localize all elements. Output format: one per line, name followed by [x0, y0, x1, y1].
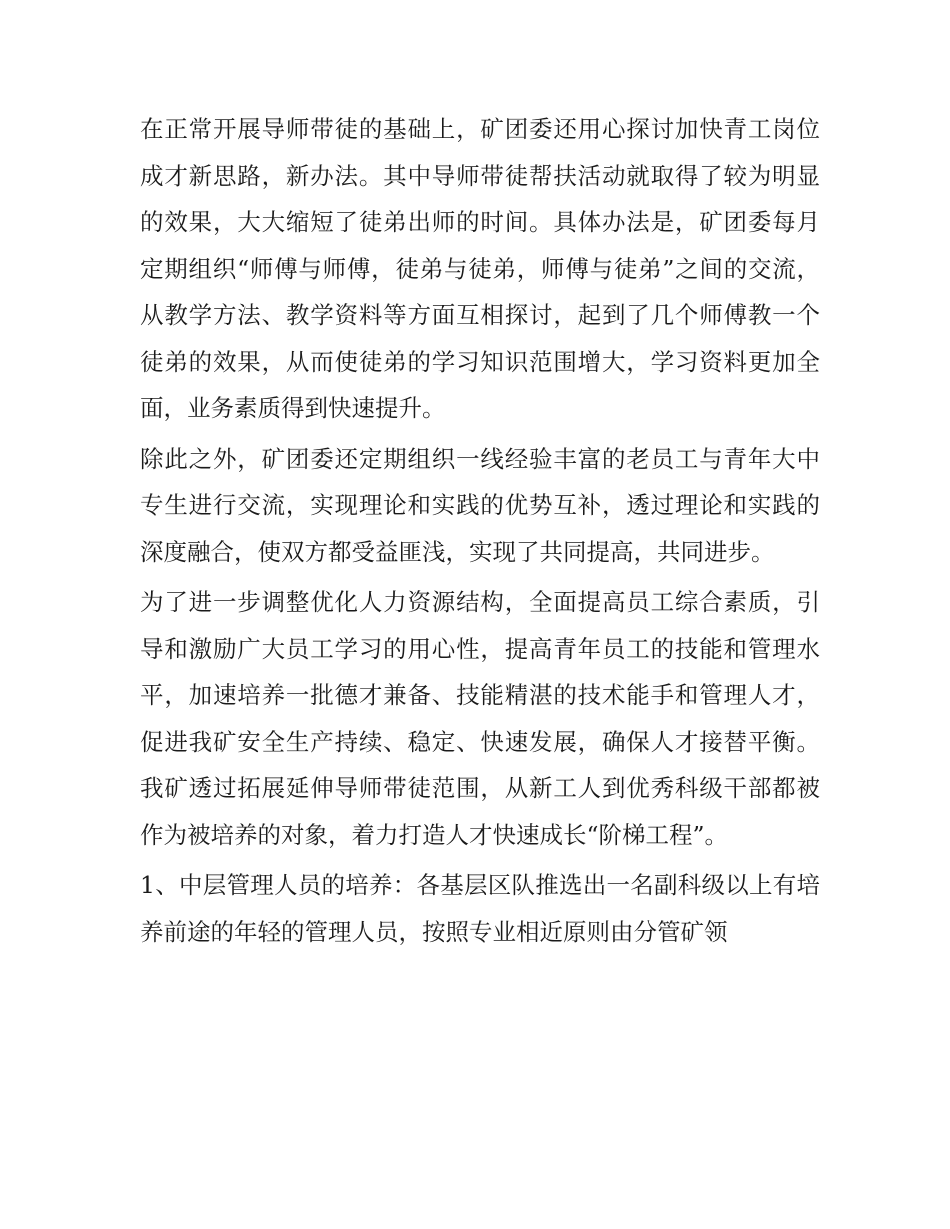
paragraph-middle-management: 1、中层管理人员的培养：各基层区队推选出一名副科级以上有培养前途的年轻的管理人员，按照专业相近原则由分管矿领 [140, 871, 820, 946]
paragraph-mentoring-exchange: 在正常开展导师带徒的基础上，矿团委还用心探讨加快青工岗位成才新思路，新办法。其中导师带徒帮扶活动就取得了较为明显的效果，大大缩短了徒弟出师的时间。具体办法是，矿团委每月定期组织“师傅与师傅，徒弟与徒弟，师傅与徒弟”之间的交流，从教学方法、教学资料等方面互相探讨，起到了几个师傅教一个徒弟的效果，从而使徒弟的学习知识范围增大，学习资料更加全面，业务素质得到快速提升。 [140, 115, 820, 422]
paragraph-experience-exchange: 除此之外，矿团委还定期组织一线经验丰富的老员工与青年大中专生进行交流，实现理论和实践的优势互补，透过理论和实践的深度融合，使双方都受益匪浅，实现了共同提高，共同进步。 [140, 444, 820, 566]
paragraph-talent-structure: 为了进一步调整优化人力资源结构，全面提高员工综合素质，引导和激励广大员工学习的用心性，提高青年员工的技能和管理水平，加速培养一批德才兼备、技能精湛的技术能手和管理人才，促进我矿安全生产持续、稳定、快速发展，确保人才接替平衡。我矿透过拓展延伸导师带徒范围，从新工人到优秀科级干部都被作为被培养的对象，着力打造人才快速成长“阶梯工程”。 [140, 588, 820, 849]
document-body [140, 106, 820, 959]
